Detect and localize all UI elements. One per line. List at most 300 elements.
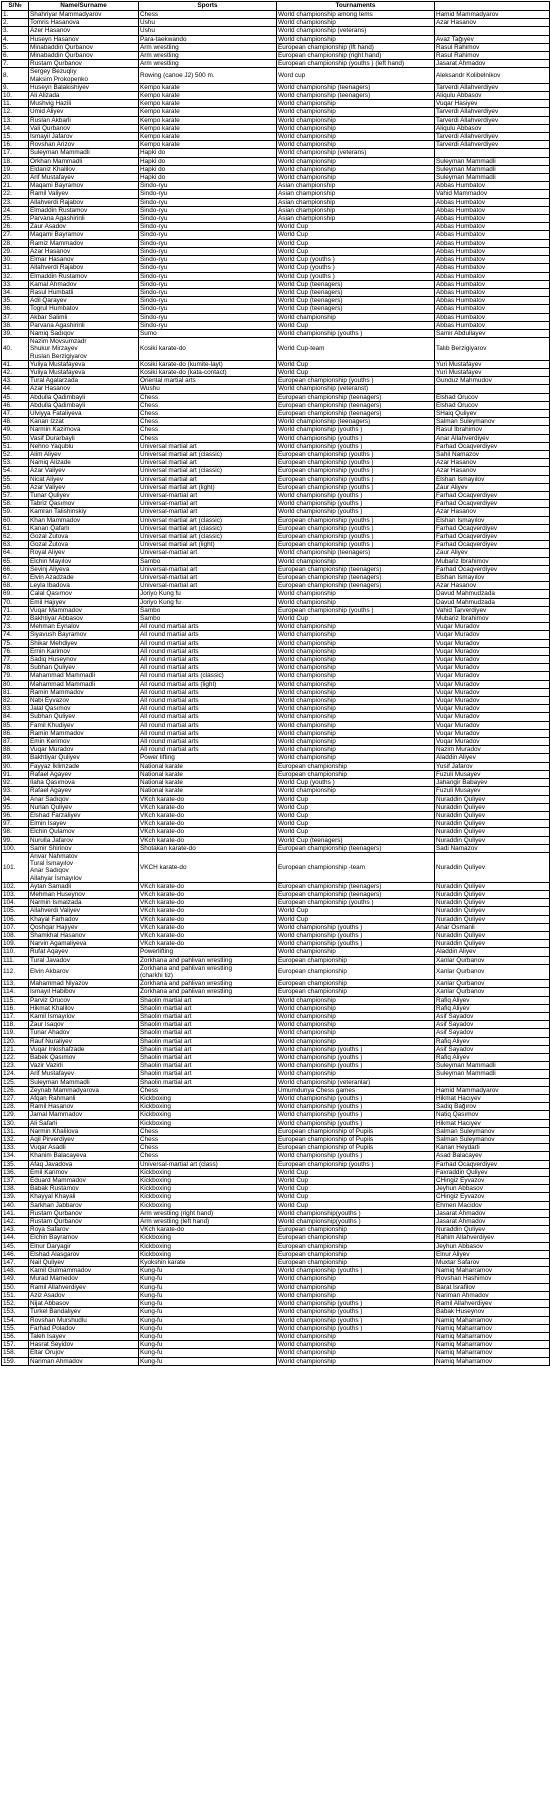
tournament: World Cup xyxy=(277,915,435,923)
tournament: European championship (teenagers) xyxy=(277,401,435,409)
sport: VKch karate-do xyxy=(139,1226,277,1234)
tournament: World Cup (teenagers) xyxy=(277,288,435,296)
table-row xyxy=(2,1152,550,1160)
table-row xyxy=(2,549,550,557)
sport: Universal-martial art xyxy=(139,565,277,573)
coach: Elnur Aliyev xyxy=(435,1250,550,1258)
athlete-name: Allahverdi Rajabov xyxy=(29,198,139,206)
sport: Kung-fu xyxy=(139,1300,277,1308)
coach: Aliqulu Abbasov xyxy=(435,124,550,132)
row-number: 71. xyxy=(2,606,29,614)
row-number: 115. xyxy=(2,996,29,1004)
athlete-name: Rasul Humbatli xyxy=(29,288,139,296)
coach: Namiq Maharramov xyxy=(435,1357,550,1365)
row-number: 76. xyxy=(2,647,29,655)
table-row xyxy=(2,305,550,313)
sport: Kickboxing xyxy=(139,1234,277,1242)
sport: Zorkhana and pahlivan wrestling xyxy=(139,988,277,996)
row-number: 58. xyxy=(2,500,29,508)
coach: Vuqar Muradov xyxy=(435,623,550,631)
sport: Universal martial art (classic) xyxy=(139,533,277,541)
table-row xyxy=(2,890,550,898)
coach: Hikmat Hacıyev xyxy=(435,1095,550,1103)
coach: Ramil Allahverdiyev xyxy=(435,1300,550,1308)
athlete-name: Shahriyar Mammadyarov xyxy=(29,11,139,19)
tournament: European championship (teenagers) xyxy=(277,882,435,890)
sport: Kempo karate xyxy=(139,141,277,149)
athlete-name: Nariman Ahmadov xyxy=(29,1357,139,1365)
sport: VKch karate-do xyxy=(139,836,277,844)
tournament: World Cup (youths ) xyxy=(277,256,435,264)
row-number: 104. xyxy=(2,899,29,907)
coach: Farhad Ocaqverdiyev xyxy=(435,533,550,541)
row-number: 144. xyxy=(2,1234,29,1242)
athlete-name: Turkel Bandaliyev xyxy=(29,1308,139,1316)
tournament: World Cup xyxy=(277,223,435,231)
row-number: 28. xyxy=(2,239,29,247)
athlete-name: Eduard Mammadov xyxy=(29,1177,139,1185)
tournament: World Cup (youths ) xyxy=(277,264,435,272)
table-row xyxy=(2,1127,550,1135)
sport: Joriyo Kung fu xyxy=(139,598,277,606)
row-number: 13. xyxy=(2,116,29,124)
sport: Shotakan karate-do xyxy=(139,844,277,852)
athlete-name: Khayyal Khayali xyxy=(29,1193,139,1201)
table-row xyxy=(2,915,550,923)
sport: Shaolin martial art xyxy=(139,1045,277,1053)
coach: Muxtar Safarov xyxy=(435,1259,550,1267)
athlete-name: Ruslan Akbarli xyxy=(29,116,139,124)
table-row xyxy=(2,43,550,51)
tournament: World Cup xyxy=(277,811,435,819)
table-row xyxy=(2,377,550,385)
sport: Shaolin martial art xyxy=(139,996,277,1004)
coach: Abbas Humbatov xyxy=(435,198,550,206)
athlete-name: Afaq Javadova xyxy=(29,1160,139,1168)
athlete-name: Huseyn Hasanov xyxy=(29,35,139,43)
row-number: 57. xyxy=(2,491,29,499)
row-number: 91. xyxy=(2,770,29,778)
sport: All round martial arts xyxy=(139,713,277,721)
sport: Kickboxing xyxy=(139,1168,277,1176)
athlete-name: Aytan Samadli xyxy=(29,882,139,890)
athlete-name: Allahverdi Valiyev xyxy=(29,907,139,915)
row-number: 25. xyxy=(2,215,29,223)
sport: Zorkhana and pahlivan wrestling (charkhi tiz) xyxy=(139,964,277,979)
athlete-name: Elmar Hasanov xyxy=(29,256,139,264)
row-number: 146. xyxy=(2,1250,29,1258)
tournament: European championship (teenagers) xyxy=(277,409,435,417)
tournament: World championship xyxy=(277,688,435,696)
coach: Elshan İsmayılov xyxy=(435,574,550,582)
athlete-name: Nijat Abbasov xyxy=(29,1300,139,1308)
coach: Tarverdi Allahverdiyev xyxy=(435,108,550,116)
coach: Namiq Maharramov xyxy=(435,1324,550,1332)
row-number: 45. xyxy=(2,393,29,401)
table-row xyxy=(2,852,550,882)
row-number: 21. xyxy=(2,182,29,190)
table-row xyxy=(2,795,550,803)
row-number: 148. xyxy=(2,1267,29,1275)
row-number: 35. xyxy=(2,297,29,305)
coach: Vuqar Muradov xyxy=(435,664,550,672)
sport: All round martial arts xyxy=(139,746,277,754)
sport: Sindo-ryu xyxy=(139,305,277,313)
sport: All round martial arts xyxy=(139,697,277,705)
sport: Sambo xyxy=(139,606,277,614)
sport: Sindo-ryu xyxy=(139,280,277,288)
tournament: World championship (youths ) xyxy=(277,508,435,516)
row-number: 11. xyxy=(2,100,29,108)
row-number: 131. xyxy=(2,1127,29,1135)
table-row xyxy=(2,35,550,43)
sport: Kung-fu xyxy=(139,1357,277,1365)
row-number: 139. xyxy=(2,1193,29,1201)
tournament: World championship (veterans) xyxy=(277,27,435,35)
coach: Tarverdi Allahverdiyev xyxy=(435,141,550,149)
coach: Abbas Humbatov xyxy=(435,215,550,223)
row-number: 110. xyxy=(2,948,29,956)
tournament: World championship (youths ) xyxy=(277,1095,435,1103)
athlete-name: Nurulla Jafarov xyxy=(29,836,139,844)
athlete-name: Allahverdi Rajabov xyxy=(29,264,139,272)
athlete-name: Abdulla Qadimbayli xyxy=(29,401,139,409)
athlete-name: Jalal Qasımov xyxy=(29,705,139,713)
athlete-name: Vazir Vazirli xyxy=(29,1062,139,1070)
sport: Powerlifting xyxy=(139,948,277,956)
athlete-name: Vali Qurbanov xyxy=(29,124,139,132)
athlete-name: Azar Valiyev xyxy=(29,467,139,475)
row-number: 4. xyxy=(2,35,29,43)
athlete-name: Huseyn Balakishiyev xyxy=(29,83,139,91)
coach: Vuqar Muradov xyxy=(435,656,550,664)
athlete-name: Anar Sadıqov xyxy=(29,795,139,803)
sport: Kickboxing xyxy=(139,1250,277,1258)
row-number: 29. xyxy=(2,247,29,255)
tournament: World championship xyxy=(277,631,435,639)
coach: Abbas Humbatov xyxy=(435,223,550,231)
athlete-name: Togrul Humbatov xyxy=(29,305,139,313)
sport: VKch karate-do xyxy=(139,795,277,803)
tournament: World championship xyxy=(277,1275,435,1283)
athlete-name: Ramin Mammadov xyxy=(29,729,139,737)
coach: Nuraddin Quliyev xyxy=(435,836,550,844)
row-number: 80. xyxy=(2,680,29,688)
table-row xyxy=(2,811,550,819)
row-number: 9. xyxy=(2,83,29,91)
tournament: European championship -team xyxy=(277,852,435,882)
athlete-name: Kanan Qafarlı xyxy=(29,524,139,532)
row-number: 127. xyxy=(2,1095,29,1103)
row-number: 159. xyxy=(2,1357,29,1365)
table-row xyxy=(2,149,550,157)
sport: National karate xyxy=(139,770,277,778)
table-row xyxy=(2,762,550,770)
tournament: World Cup (teenagers) xyxy=(277,297,435,305)
table-row xyxy=(2,1168,550,1176)
tournament: World championship xyxy=(277,1021,435,1029)
coach: Azar Hasanov xyxy=(435,582,550,590)
sport: Kempo karate xyxy=(139,83,277,91)
athlete-name: Azar Hasanov xyxy=(29,385,139,393)
table-row xyxy=(2,1160,550,1168)
row-number: 119. xyxy=(2,1029,29,1037)
row-number: 147. xyxy=(2,1259,29,1267)
tournament: Asian championship xyxy=(277,198,435,206)
row-number: 155. xyxy=(2,1324,29,1332)
tournament: European championship (youths ) (left hand) xyxy=(277,60,435,68)
coach: Suleyman Mammadli xyxy=(435,174,550,182)
table-row xyxy=(2,1185,550,1193)
sport: All round martial arts xyxy=(139,639,277,647)
coach: Natiq Qasımov xyxy=(435,1111,550,1119)
table-row xyxy=(2,948,550,956)
coach: Jasarat Ahmadov xyxy=(435,1209,550,1217)
coach: Hikmat Hacıyev xyxy=(435,1119,550,1127)
tournament: World championship xyxy=(277,672,435,680)
sport: All round martial arts (light) xyxy=(139,680,277,688)
athlete-name: Ernin Karimov xyxy=(29,647,139,655)
athlete-name: Parvana Agashirinli xyxy=(29,215,139,223)
athlete-name: Rauf Nuraliyev xyxy=(29,1037,139,1045)
sport: Universal martial art xyxy=(139,459,277,467)
sport: All round martial arts xyxy=(139,647,277,655)
athlete-name: Zaur Asadov xyxy=(29,223,139,231)
coach: Aleksandr Kolibelnikov xyxy=(435,68,550,83)
row-number: 3. xyxy=(2,27,29,35)
tournament: World championship (youths ) xyxy=(277,500,435,508)
athlete-name: Tunar Ahadov xyxy=(29,1029,139,1037)
tournament: World Cup (youths ) xyxy=(277,779,435,787)
tournament: World championship xyxy=(277,108,435,116)
row-number: 93. xyxy=(2,787,29,795)
sport: All round martial arts xyxy=(139,721,277,729)
athlete-name: Minabaddin Qurbanov xyxy=(29,52,139,60)
table-row xyxy=(2,174,550,182)
sport: Sindo-ryu xyxy=(139,247,277,255)
coach xyxy=(435,149,550,157)
tournament: World championship (teenagers) xyxy=(277,83,435,91)
coach: Rovshan Hashimov xyxy=(435,1275,550,1283)
table-row xyxy=(2,656,550,664)
table-row xyxy=(2,19,550,27)
tournament: World championship xyxy=(277,680,435,688)
athlete-name: Elshad Alasgarov xyxy=(29,1250,139,1258)
sport: Shaolin martial art xyxy=(139,1021,277,1029)
table-row xyxy=(2,190,550,198)
table-row xyxy=(2,1300,550,1308)
sport: Sindo-ryu xyxy=(139,288,277,296)
sport: Arm wrestling (left hand) xyxy=(139,1218,277,1226)
row-number: 152. xyxy=(2,1300,29,1308)
coach: Vuqar Hasiyev xyxy=(435,100,550,108)
sport: Sindo-ryu xyxy=(139,313,277,321)
coach: Rafiq Aliyev xyxy=(435,1037,550,1045)
row-number: 100. xyxy=(2,844,29,852)
athlete-name: Tomris Hasanova xyxy=(29,19,139,27)
athlete-name: Nail Quliyev xyxy=(29,1259,139,1267)
coach: Hamid Mammadyarov xyxy=(435,11,550,19)
sport: Kempo karate xyxy=(139,133,277,141)
sport: Chess xyxy=(139,1144,277,1152)
sport: Hapki do xyxy=(139,165,277,173)
athlete-name: Arif Mustafayev xyxy=(29,174,139,182)
athlete-name: Elvin Akbarov xyxy=(29,964,139,979)
row-number: 133. xyxy=(2,1144,29,1152)
table-row xyxy=(2,483,550,491)
athlete-name: Nehno Yaqublu xyxy=(29,442,139,450)
table-row xyxy=(2,615,550,623)
athlete-name: Narvin Agamaliyeva xyxy=(29,940,139,948)
row-number: 99. xyxy=(2,836,29,844)
athlete-name: Sevinj Aliyeva xyxy=(29,565,139,573)
athlete-name: Ramil Valiyev xyxy=(29,190,139,198)
tournament: World championship (youths ) xyxy=(277,1062,435,1070)
row-number: 47. xyxy=(2,409,29,417)
row-number: 157. xyxy=(2,1341,29,1349)
tournament: World Cup xyxy=(277,360,435,368)
tournament: World championship xyxy=(277,746,435,754)
tournament: World championship (teenagers) xyxy=(277,92,435,100)
tournament: World championship xyxy=(277,35,435,43)
athlete-name: Taleh İsayev xyxy=(29,1332,139,1340)
tournament: European championship (teenagers) xyxy=(277,890,435,898)
table-row xyxy=(2,964,550,979)
athlete-name: Mehman Eynalov xyxy=(29,623,139,631)
table-row xyxy=(2,1267,550,1275)
athlete-name: Afqan Rahmanli xyxy=(29,1095,139,1103)
table-row xyxy=(2,721,550,729)
athlete-name: Namiq Sadıqov xyxy=(29,329,139,337)
tournament: World championship (youths ) xyxy=(277,434,435,442)
athlete-name: Rufat Aqayev xyxy=(29,948,139,956)
tournament: World championship xyxy=(277,1341,435,1349)
coach: Farhad Ocaqverdiyev xyxy=(435,500,550,508)
athlete-name: Rustam Qurbanov xyxy=(29,1218,139,1226)
athlete-name: Eldaniz Khalilov xyxy=(29,165,139,173)
athlete-name: Vuqar Muradov xyxy=(29,746,139,754)
table-row xyxy=(2,705,550,713)
sport: All round martial arts (classic) xyxy=(139,672,277,680)
athlete-name: Zaur İsaqov xyxy=(29,1021,139,1029)
sport: Chess xyxy=(139,409,277,417)
table-row xyxy=(2,1086,550,1094)
coach: Fuzuli Musayev xyxy=(435,787,550,795)
row-number: 107. xyxy=(2,923,29,931)
table-row xyxy=(2,1177,550,1185)
sport: Sumo xyxy=(139,329,277,337)
row-number: 56. xyxy=(2,483,29,491)
athlete-name: Umid Aliyev xyxy=(29,108,139,116)
coach: Nuraddin Quliyev xyxy=(435,899,550,907)
table-row xyxy=(2,1136,550,1144)
table-row xyxy=(2,688,550,696)
sport: Universal martial art (classic) xyxy=(139,524,277,532)
coach: Namiq Maharramov xyxy=(435,1332,550,1340)
tournament: World championship (teenagers) xyxy=(277,418,435,426)
sport: Kempo karate xyxy=(139,100,277,108)
table-row xyxy=(2,1021,550,1029)
tournament: World championship(youths ) xyxy=(277,1218,435,1226)
tournament: World championship xyxy=(277,116,435,124)
row-number: 22. xyxy=(2,190,29,198)
tournament: World championship xyxy=(277,656,435,664)
tournament: World championship xyxy=(277,141,435,149)
table-row xyxy=(2,1209,550,1217)
table-row xyxy=(2,401,550,409)
row-number: 142. xyxy=(2,1218,29,1226)
row-number: 37. xyxy=(2,313,29,321)
sport: All round martial arts xyxy=(139,738,277,746)
row-number: 101. xyxy=(2,852,29,882)
athlete-name: Rafael Agayev xyxy=(29,787,139,795)
row-number: 31. xyxy=(2,264,29,272)
sport: Sindo-ryu xyxy=(139,198,277,206)
athlete-name: Kamil Gulmammadov xyxy=(29,1267,139,1275)
sport: Kickboxing xyxy=(139,1177,277,1185)
sport: Shaolin martial art xyxy=(139,1070,277,1078)
coach: Sadiq Bağırov xyxy=(435,1103,550,1111)
coach: Nuraddin Quliyev xyxy=(435,852,550,882)
athlete-name: Sergey Bezuqlıy Maksim Prokopenko xyxy=(29,68,139,83)
coach: Abbas Humbatov xyxy=(435,280,550,288)
sport: Sambo xyxy=(139,557,277,565)
table-row xyxy=(2,524,550,532)
coach: Elshan İsmayılov xyxy=(435,475,550,483)
tournament: World championship xyxy=(277,647,435,655)
coach: Abbas Humbatov xyxy=(435,247,550,255)
tournament: World championship xyxy=(277,697,435,705)
sport: Arm wrestling xyxy=(139,60,277,68)
tournament: World championship xyxy=(277,165,435,173)
sport: Chess xyxy=(139,418,277,426)
tournament: World Cup (teenagers) xyxy=(277,305,435,313)
coach: Zaur Aliyev xyxy=(435,483,550,491)
table-row xyxy=(2,516,550,524)
tournament: World Cup xyxy=(277,239,435,247)
tournament: World championship (youths ) xyxy=(277,329,435,337)
row-number: 150. xyxy=(2,1283,29,1291)
tournament: World championship (youths ) xyxy=(277,1045,435,1053)
coach: Fuzuli Musayev xyxy=(435,770,550,778)
athlete-name: Zeynab Mammadyarova xyxy=(29,1086,139,1094)
row-number: 98. xyxy=(2,828,29,836)
table-row xyxy=(2,565,550,573)
athlete-name: Kamran Talishinskiy xyxy=(29,508,139,516)
sport: Kung-fu xyxy=(139,1316,277,1324)
tournament: World championship (youths ) xyxy=(277,426,435,434)
row-number: 12. xyxy=(2,108,29,116)
tournament: World championship xyxy=(277,1029,435,1037)
athlete-name: Namiq Alizade xyxy=(29,459,139,467)
tournament: European championship (youths ) xyxy=(277,377,435,385)
sport: Universal martial art (classic) xyxy=(139,450,277,458)
tournament: European championship (youths ) xyxy=(277,899,435,907)
table-row xyxy=(2,1193,550,1201)
tournament: World Cup (youths ) xyxy=(277,272,435,280)
tournament: World championship xyxy=(277,623,435,631)
coach: Rafiq Aliyev xyxy=(435,1054,550,1062)
coach: Nuraddin Quliyev xyxy=(435,907,550,915)
header-number: S/№ xyxy=(2,2,29,11)
sport: Kung-fu xyxy=(139,1308,277,1316)
row-number: 90. xyxy=(2,762,29,770)
sport: Zorkhana and pahlivan wrestling xyxy=(139,956,277,964)
tournament: European championship xyxy=(277,1259,435,1267)
coach: Asif Sayadov xyxy=(435,1012,550,1020)
sport: Sindo-ryu xyxy=(139,206,277,214)
row-number: 126. xyxy=(2,1086,29,1094)
